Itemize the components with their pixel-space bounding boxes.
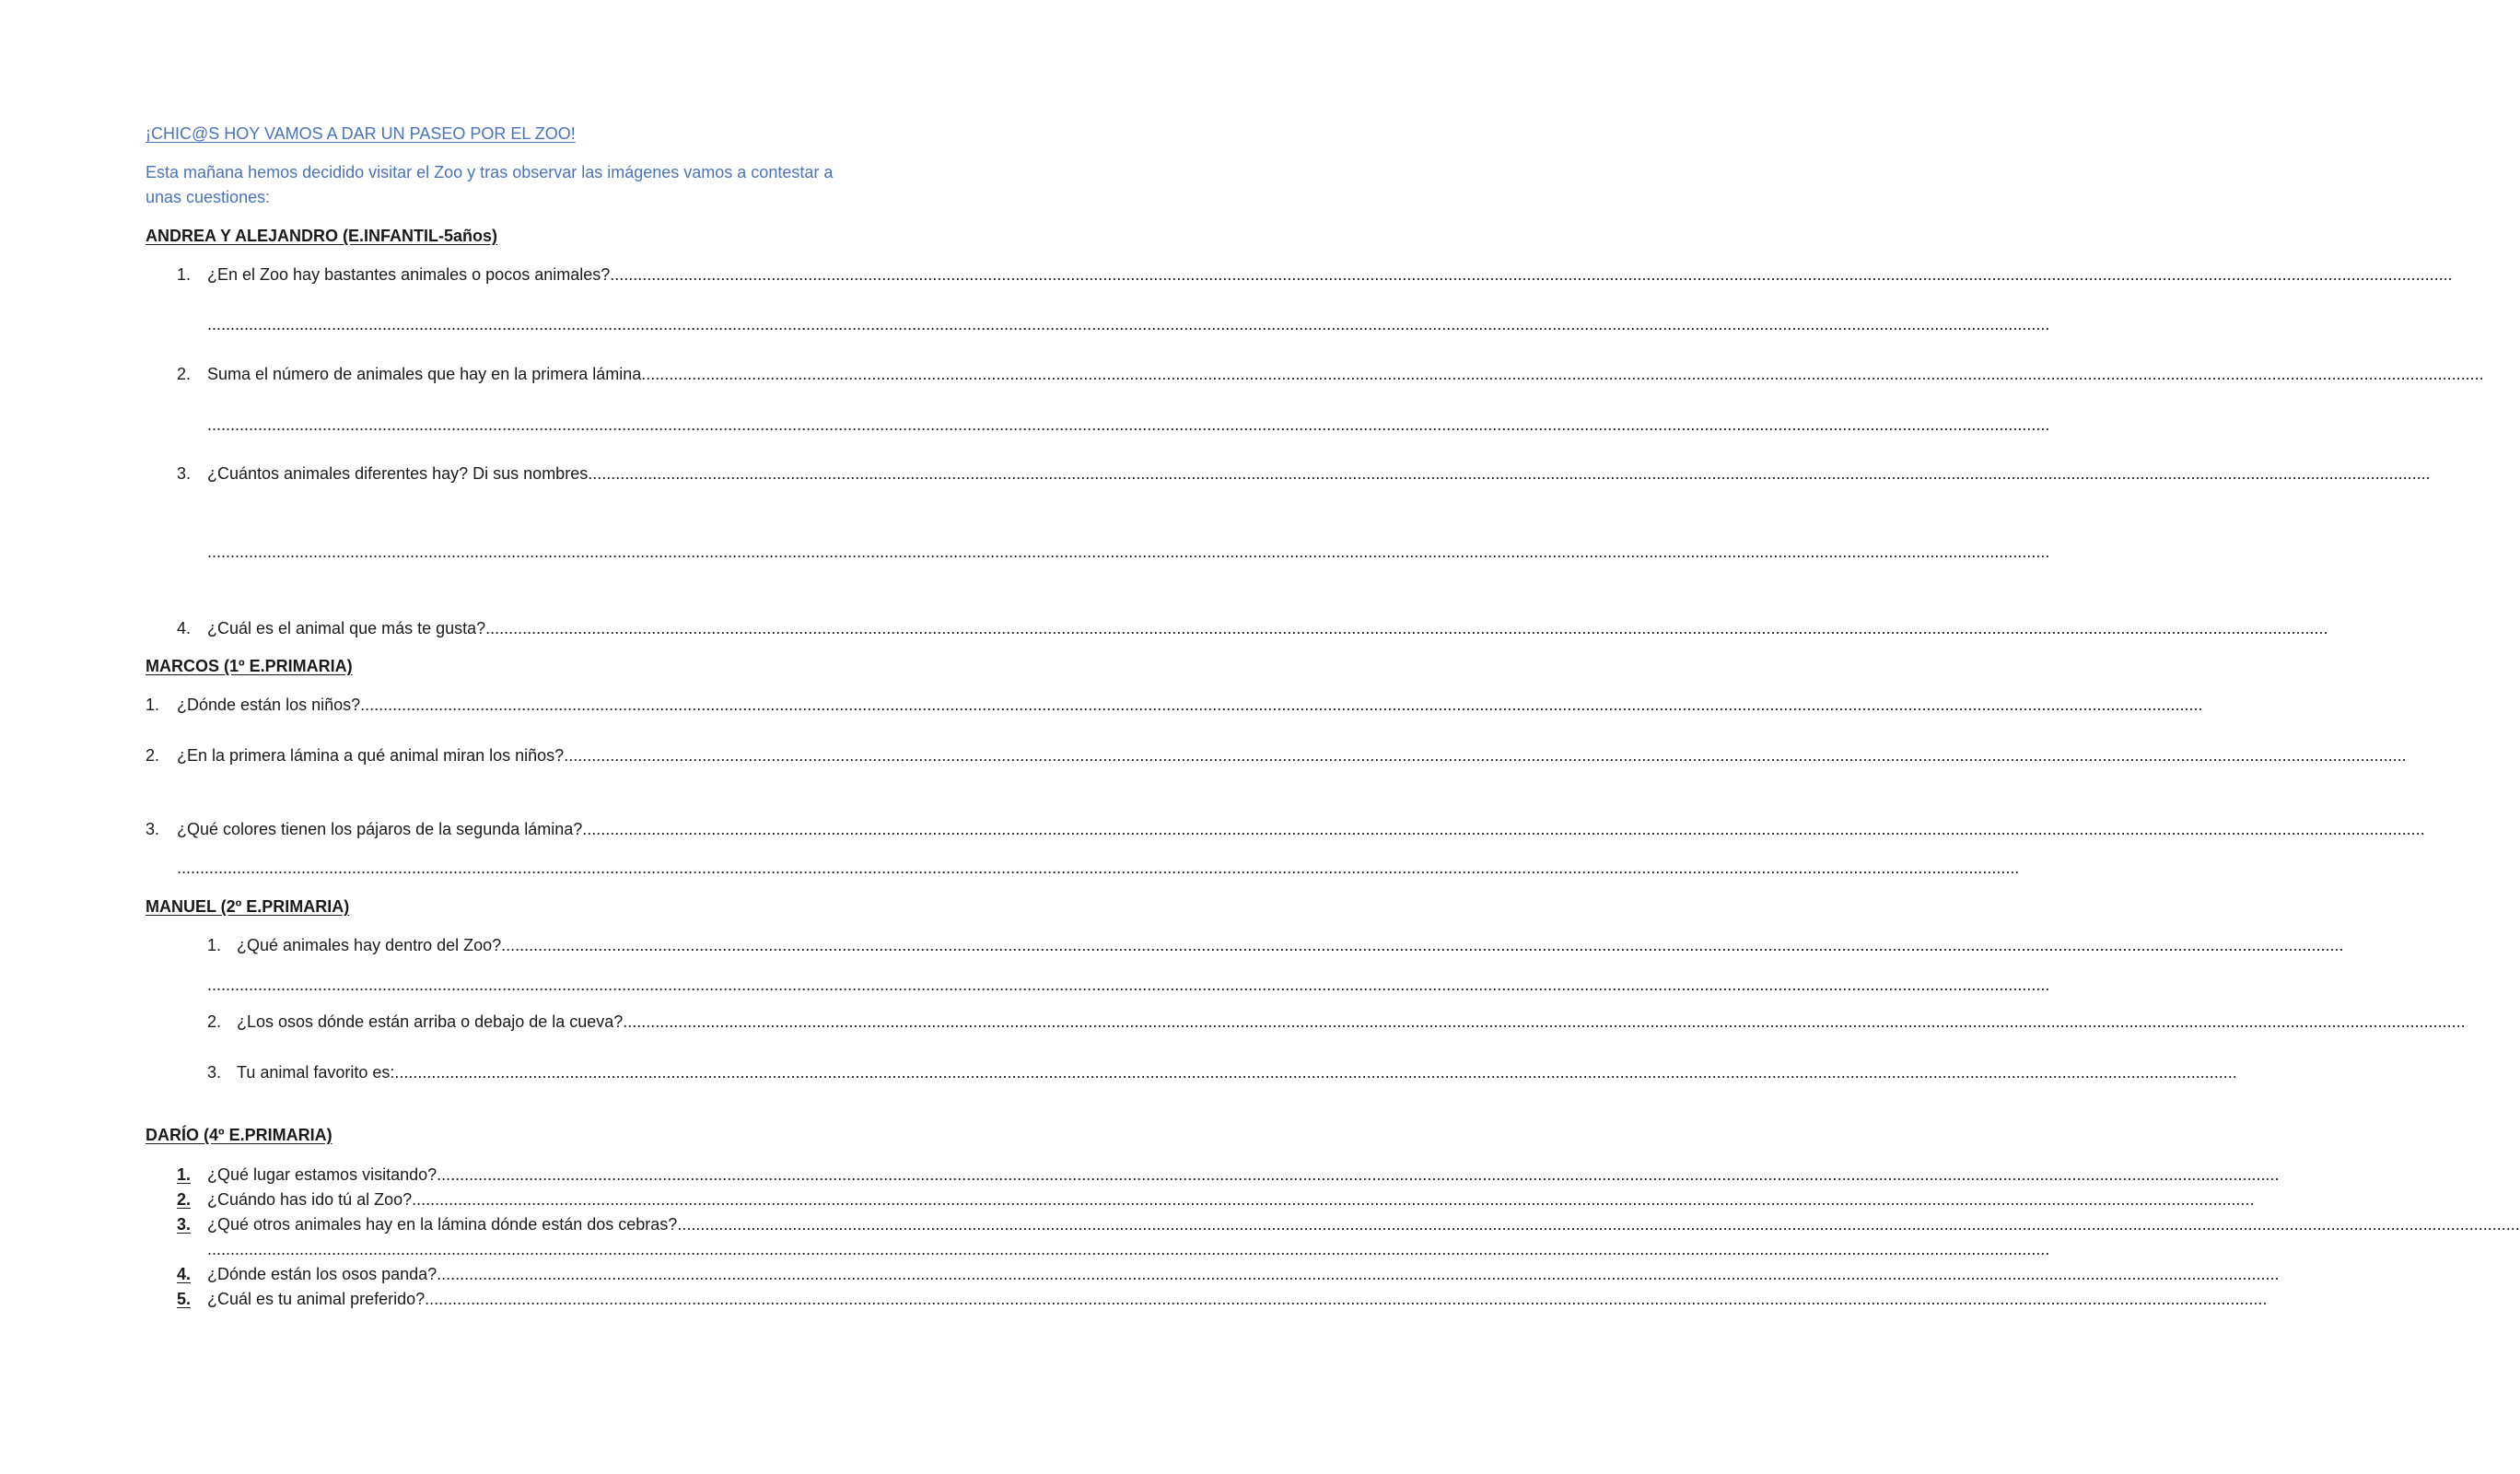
question-line <box>207 1289 2268 1309</box>
question-number: 3. <box>207 1063 222 1082</box>
question-number: 2. <box>177 365 192 383</box>
question-text: ¿Qué lugar estamos visitando? <box>207 1165 438 1184</box>
worksheet-title: ¡CHIC@S HOY VAMOS A DAR UN PASEO POR EL ZOO! <box>146 124 576 143</box>
question-text: ¿Qué animales hay dentro del Zoo? <box>237 936 502 954</box>
question-text: Suma el número de animales que hay en la primera lámina <box>207 365 642 383</box>
question-number: 1. <box>177 265 192 284</box>
answer-dots[interactable]: ................................................................................................................................................................................................................................................................................................................................................................................................................ <box>437 1265 2280 1283</box>
question-number: 3. <box>146 820 160 838</box>
answer-dots[interactable]: ................................................................................................................................................................................................................................................................................................................................................................................................................ <box>437 1165 2280 1184</box>
question-number: 2. <box>146 746 160 765</box>
question-line <box>207 1189 2255 1210</box>
answer-dots[interactable]: ................................................................................................................................................................................................................................................................................................................................................................................................................ <box>641 365 2484 383</box>
question-line <box>177 695 2203 715</box>
question-line <box>237 1062 2237 1082</box>
question-text: ¿Cuándo has ido tú al Zoo? <box>207 1190 413 1209</box>
question-text: ¿Qué colores tienen los pájaros de la segunda lámina? <box>177 820 583 838</box>
answer-line[interactable]: ................................................................................................................................................................................................................................................................................................................................................................................................................ <box>207 976 2050 994</box>
question-number: 3. <box>177 464 192 483</box>
question-text: ¿Cuántos animales diferentes hay? Di sus nombres <box>207 464 589 483</box>
question-line <box>207 1264 2280 1284</box>
answer-dots[interactable]: ................................................................................................................................................................................................................................................................................................................................................................................................................ <box>677 1215 2520 1234</box>
question-line <box>177 819 2425 839</box>
answer-dots[interactable]: ................................................................................................................................................................................................................................................................................................................................................................................................................ <box>610 265 2453 284</box>
answer-dots[interactable]: ................................................................................................................................................................................................................................................................................................................................................................................................................ <box>394 1063 2237 1082</box>
question-text: ¿Cuál es tu animal preferido? <box>207 1290 426 1308</box>
question-line <box>237 935 2344 955</box>
question-number: 1. <box>146 696 160 714</box>
question-line <box>207 463 2431 484</box>
question-line <box>207 1214 2520 1234</box>
answer-dots[interactable]: ................................................................................................................................................................................................................................................................................................................................................................................................................ <box>564 746 2407 765</box>
question-number: 4. <box>177 1265 192 1283</box>
answer-line[interactable]: ................................................................................................................................................................................................................................................................................................................................................................................................................ <box>207 543 2050 561</box>
section-heading-manuel: MANUEL (2º E.PRIMARIA) <box>146 897 350 916</box>
intro-text-line-2: unas cuestiones: <box>146 188 271 206</box>
question-line <box>207 264 2453 285</box>
question-number: 1. <box>207 936 222 954</box>
answer-line[interactable]: ................................................................................................................................................................................................................................................................................................................................................................................................................ <box>207 1240 2050 1258</box>
question-text: ¿En el Zoo hay bastantes animales o pocos animales? <box>207 265 611 284</box>
question-line <box>207 1164 2280 1185</box>
answer-line[interactable]: ................................................................................................................................................................................................................................................................................................................................................................................................................ <box>207 415 2050 434</box>
section-heading-dario: DARÍO (4º E.PRIMARIA) <box>146 1126 332 1144</box>
section-heading-andrea-alejandro: ANDREA Y ALEJANDRO (E.INFANTIL-5años) <box>146 227 498 245</box>
answer-dots[interactable]: ................................................................................................................................................................................................................................................................................................................................................................................................................ <box>485 619 2328 638</box>
answer-dots[interactable]: ................................................................................................................................................................................................................................................................................................................................................................................................................ <box>425 1290 2268 1308</box>
answer-line[interactable]: ................................................................................................................................................................................................................................................................................................................................................................................................................ <box>207 315 2050 333</box>
question-number: 2. <box>207 1012 222 1031</box>
question-number: 4. <box>177 619 192 638</box>
question-text: Tu animal favorito es: <box>237 1063 395 1082</box>
question-text: ¿En la primera lámina a qué animal miran los niños? <box>177 746 565 765</box>
answer-line[interactable]: ................................................................................................................................................................................................................................................................................................................................................................................................................ <box>177 859 2020 877</box>
question-line <box>207 618 2328 638</box>
question-text: ¿Qué otros animales hay en la lámina dónde están dos cebras? <box>207 1215 678 1234</box>
question-number: 1. <box>177 1165 192 1184</box>
section-heading-marcos: MARCOS (1º E.PRIMARIA) <box>146 657 353 675</box>
question-number: 2. <box>177 1190 192 1209</box>
answer-dots[interactable]: ................................................................................................................................................................................................................................................................................................................................................................................................................ <box>582 820 2425 838</box>
answer-dots[interactable]: ................................................................................................................................................................................................................................................................................................................................................................................................................ <box>623 1012 2466 1031</box>
question-text: ¿Los osos dónde están arriba o debajo de la cueva? <box>237 1012 624 1031</box>
answer-dots[interactable]: ................................................................................................................................................................................................................................................................................................................................................................................................................ <box>360 696 2203 714</box>
question-text: ¿Dónde están los osos panda? <box>207 1265 438 1283</box>
answer-dots[interactable]: ................................................................................................................................................................................................................................................................................................................................................................................................................ <box>501 936 2344 954</box>
intro-text-line-1: Esta mañana hemos decidido visitar el Zoo y tras observar las imágenes vamos a contestar a <box>146 163 834 181</box>
question-text: ¿Dónde están los niños? <box>177 696 361 714</box>
answer-dots[interactable]: ................................................................................................................................................................................................................................................................................................................................................................................................................ <box>588 464 2431 483</box>
question-line <box>177 745 2407 766</box>
question-number: 5. <box>177 1290 192 1308</box>
answer-dots[interactable]: ................................................................................................................................................................................................................................................................................................................................................................................................................ <box>412 1190 2255 1209</box>
question-number: 3. <box>177 1215 192 1234</box>
question-line <box>237 1012 2466 1032</box>
question-text: ¿Cuál es el animal que más te gusta? <box>207 619 486 638</box>
question-line <box>207 364 2484 384</box>
